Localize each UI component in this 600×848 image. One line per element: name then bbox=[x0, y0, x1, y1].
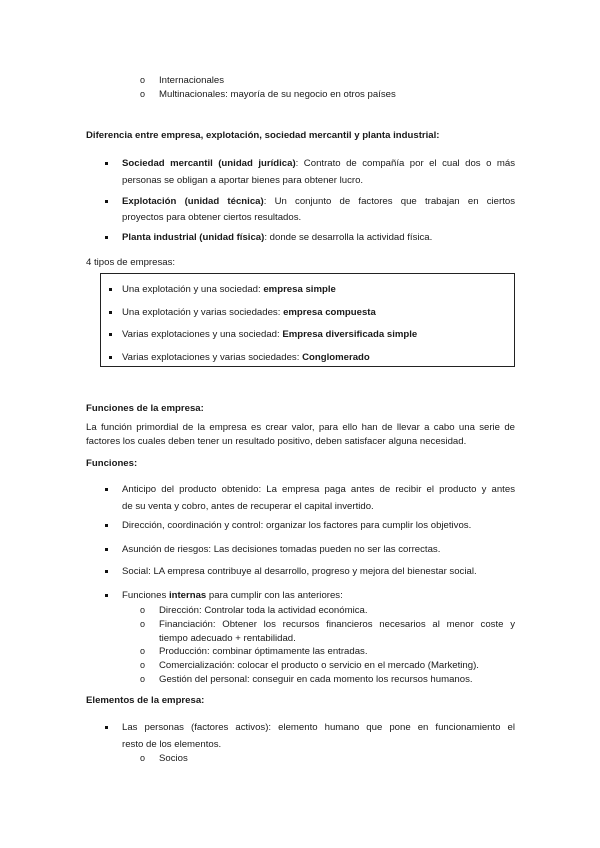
type-desc: Una explotación y varias sociedades: bbox=[122, 307, 284, 318]
square-bullet-icon bbox=[105, 236, 108, 239]
definition: : Un conjunto de factores que trabajan en ciertos bbox=[263, 196, 515, 207]
type-desc: Una explotación y una sociedad: bbox=[122, 284, 264, 295]
sub-list-item: Socios bbox=[159, 753, 188, 764]
square-bullet-icon bbox=[109, 356, 112, 359]
list-item bbox=[122, 195, 515, 208]
list-item bbox=[122, 306, 376, 319]
square-bullet-icon bbox=[105, 726, 108, 729]
sub-bullet: o bbox=[140, 89, 146, 99]
square-bullet-icon bbox=[105, 594, 108, 597]
list-item: Internacionales bbox=[159, 75, 225, 86]
list-item: Social: LA empresa contribuye al desarrollo, progreso y mejora del bienestar social. bbox=[122, 566, 477, 577]
type-name: Conglomerado bbox=[302, 352, 370, 363]
type-desc: Varias explotaciones y una sociedad: bbox=[122, 329, 283, 340]
square-bullet-icon bbox=[109, 333, 112, 336]
list-item bbox=[122, 283, 336, 296]
square-bullet-icon bbox=[109, 311, 112, 314]
text-segment-bold: internas bbox=[168, 590, 207, 601]
type-desc: Varias explotaciones y varias sociedades: bbox=[122, 352, 303, 363]
sub-list-item: Comercialización: colocar el producto o servicio en el mercado (Marketing). bbox=[159, 660, 479, 671]
list-item-continuation: personas se obligan a aportar bienes para obtener lucro. bbox=[122, 175, 364, 186]
list-item-continuation: proyectos para obtener ciertos resultados. bbox=[122, 212, 302, 223]
sub-bullet: o bbox=[140, 660, 146, 670]
section-heading-elementos: Elementos de la empresa: bbox=[86, 695, 205, 706]
sub-list-item: Producción: combinar óptimamente las entradas. bbox=[159, 646, 368, 657]
term: Planta industrial (unidad física) bbox=[122, 232, 265, 243]
square-bullet-icon bbox=[105, 162, 108, 165]
square-bullet-icon bbox=[105, 200, 108, 203]
list-item: Las personas (factores activos): elemento humano que pone en funcionamiento el bbox=[122, 722, 515, 733]
sub-list-item: Financiación: Obtener los recursos financieros necesarios al menor coste y bbox=[159, 619, 515, 630]
list-item bbox=[122, 351, 370, 364]
list-item-continuation: resto de los elementos. bbox=[122, 739, 222, 750]
sub-bullet: o bbox=[140, 674, 146, 684]
sub-list-item-continuation: tiempo adecuado + rentabilidad. bbox=[159, 633, 296, 644]
term: Explotación (unidad técnica) bbox=[122, 196, 264, 207]
sub-bullet: o bbox=[140, 619, 146, 629]
list-item: Asunción de riesgos: Las decisiones tomadas pueden no ser las correctas. bbox=[122, 544, 441, 555]
sub-list-item: Gestión del personal: conseguir en cada momento los recursos humanos. bbox=[159, 674, 473, 685]
sub-bullet: o bbox=[140, 75, 146, 85]
square-bullet-icon bbox=[105, 524, 108, 527]
type-name: empresa compuesta bbox=[283, 307, 376, 318]
list-item bbox=[122, 589, 343, 602]
section-heading-diferencia: Diferencia entre empresa, explotación, sociedad mercantil y planta industrial: bbox=[86, 130, 440, 141]
type-name: Empresa diversificada simple bbox=[282, 329, 418, 340]
text-segment: para cumplir con las anteriores: bbox=[206, 590, 343, 601]
definition: : Contrato de compañía por el cual dos o más bbox=[295, 158, 515, 169]
definition: : donde se desarrolla la actividad física. bbox=[264, 232, 433, 243]
section-heading-tipos: 4 tipos de empresas: bbox=[86, 257, 176, 268]
square-bullet-icon bbox=[105, 548, 108, 551]
sub-list-item: Dirección: Controlar toda la actividad económica. bbox=[159, 605, 368, 616]
section-heading-funciones: Funciones: bbox=[86, 458, 138, 469]
list-item bbox=[122, 157, 515, 170]
text-segment: Funciones bbox=[122, 590, 169, 601]
square-bullet-icon bbox=[109, 288, 112, 291]
sub-bullet: o bbox=[140, 605, 146, 615]
list-item: Multinacionales: mayoría de su negocio en otros países bbox=[159, 89, 396, 100]
paragraph-line: factores los cuales deben tener un resultado positivo, deben satisfacer alguna necesidad. bbox=[86, 436, 467, 447]
sub-bullet: o bbox=[140, 646, 146, 656]
list-item: Dirección, coordinación y control: organizar los factores para cumplir los objetivos. bbox=[122, 520, 472, 531]
list-item-continuation: de su venta y cobro, antes de recuperar el capital invertido. bbox=[122, 501, 374, 512]
list-item: Anticipo del producto obtenido: La empresa paga antes de recibir el producto y antes bbox=[122, 484, 515, 495]
paragraph-line: La función primordial de la empresa es crear valor, para ello han de llevar a cabo una serie de bbox=[86, 422, 515, 433]
list-item bbox=[122, 328, 417, 341]
list-item bbox=[122, 231, 432, 244]
term: Sociedad mercantil (unidad jurídica) bbox=[122, 158, 296, 169]
square-bullet-icon bbox=[105, 570, 108, 573]
type-name: empresa simple bbox=[263, 284, 336, 295]
square-bullet-icon bbox=[105, 488, 108, 491]
sub-bullet: o bbox=[140, 753, 146, 763]
section-heading-funciones-empresa: Funciones de la empresa: bbox=[86, 403, 204, 414]
